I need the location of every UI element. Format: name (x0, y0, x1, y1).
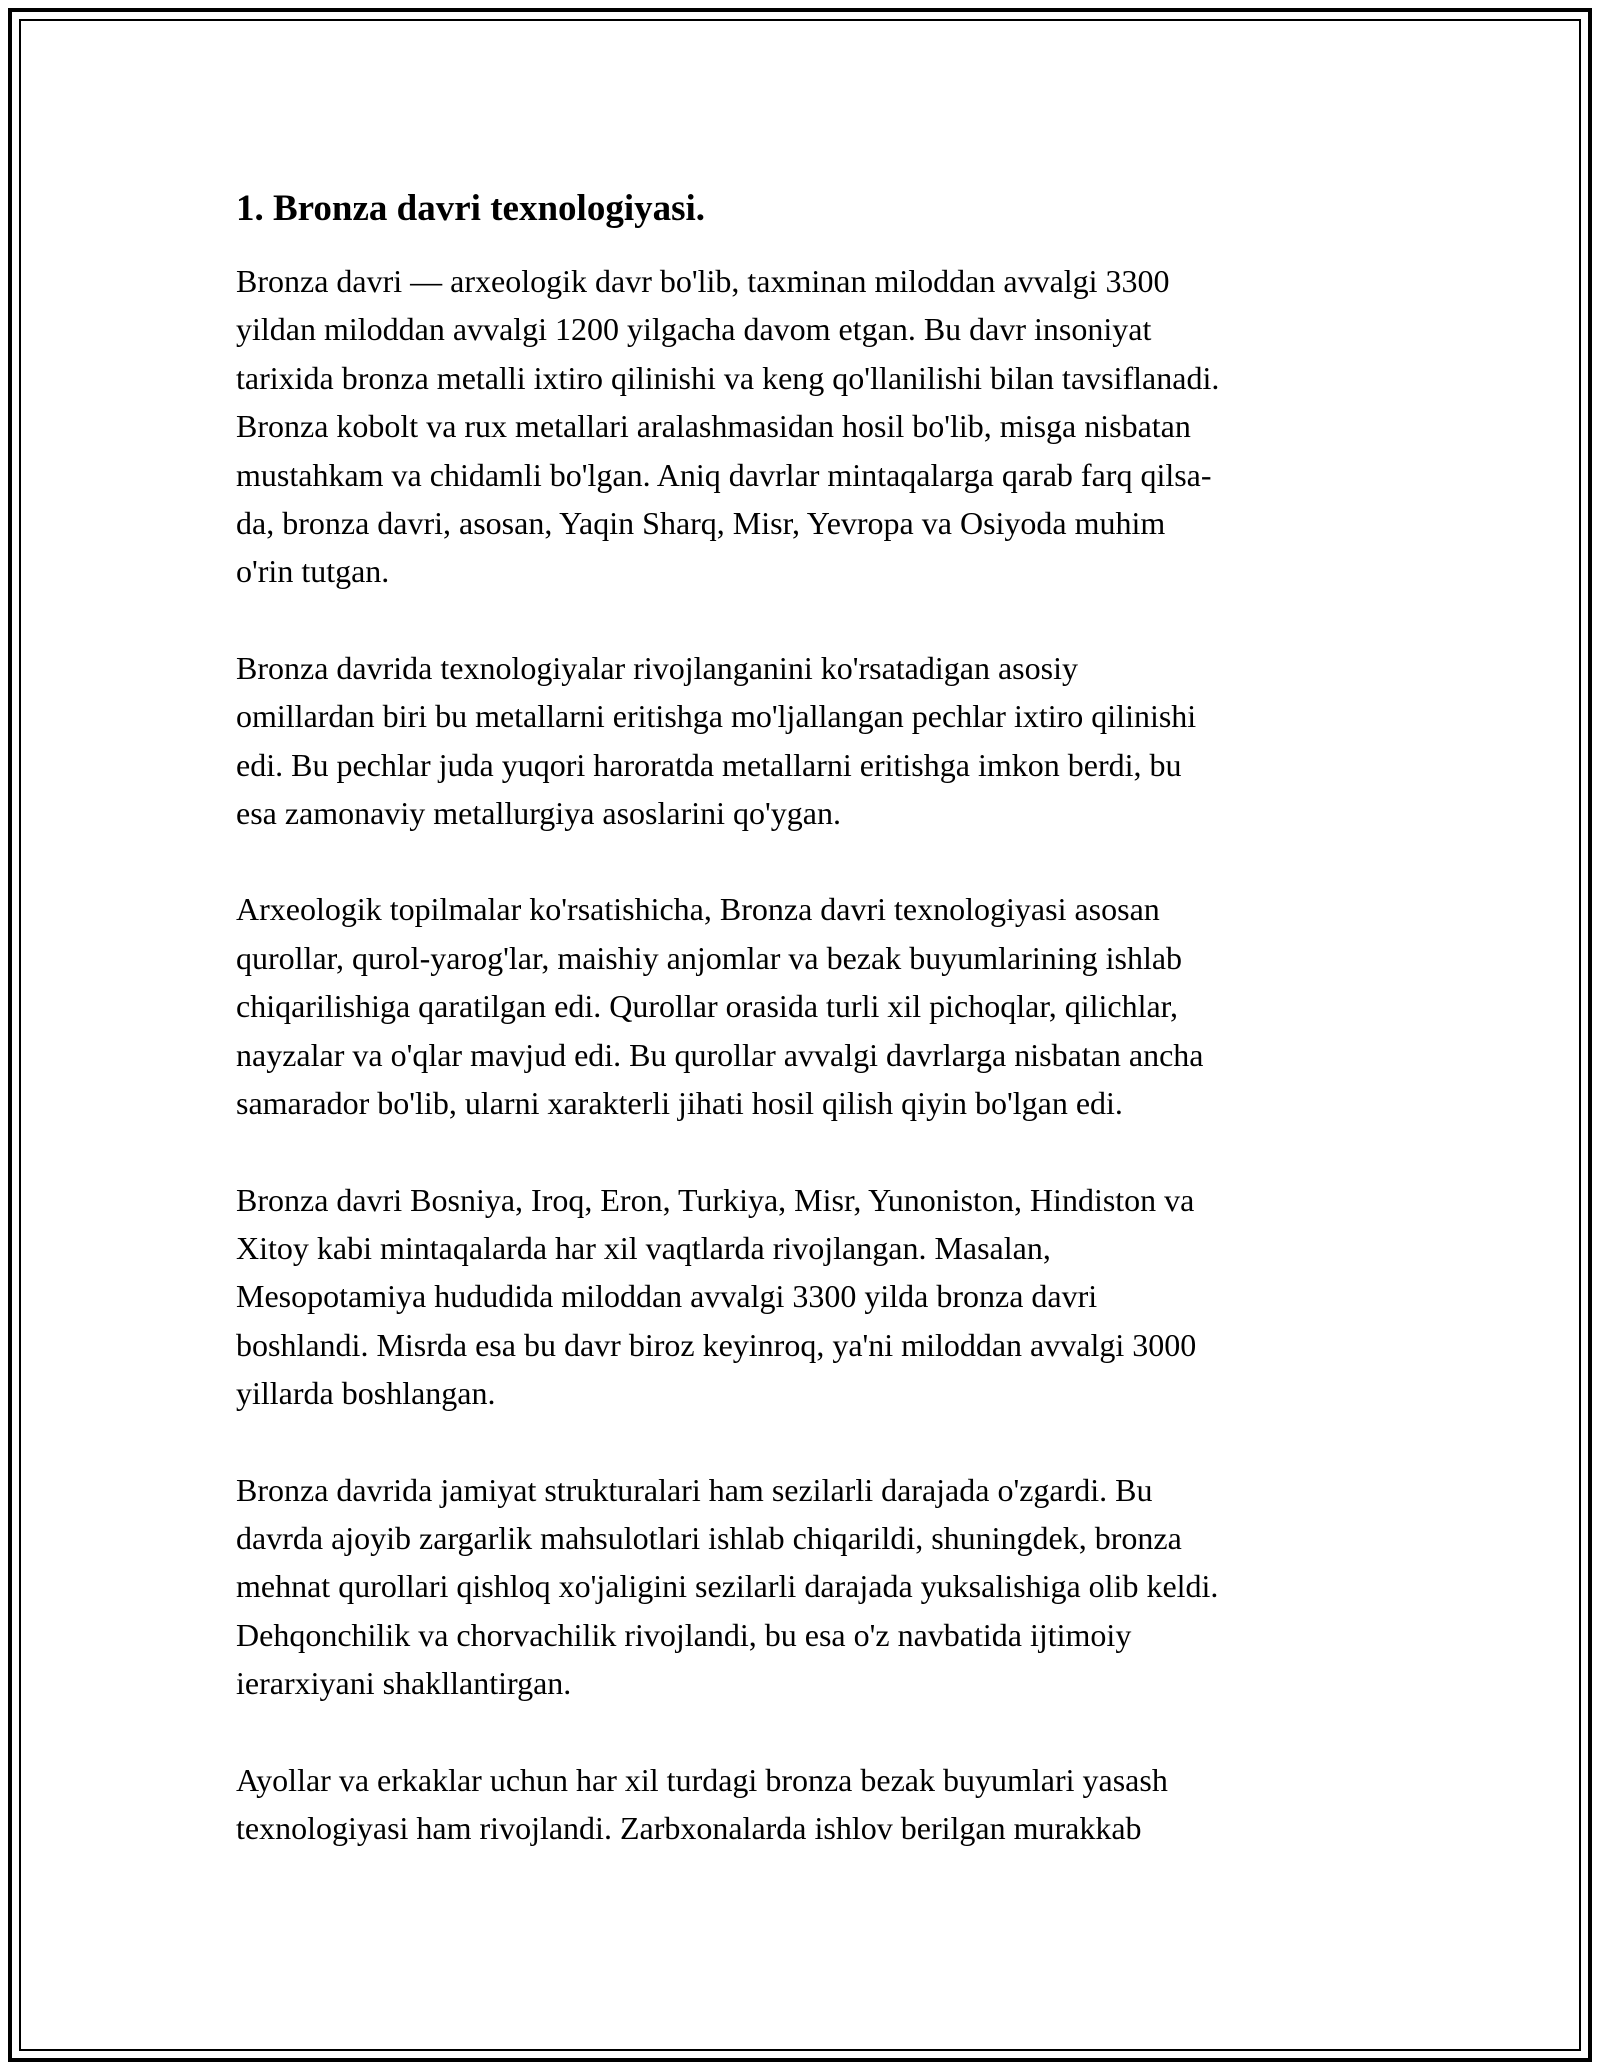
paragraph-line: ierarxiyani shakllantirgan. (236, 1665, 572, 1702)
paragraph-line: texnologiyasi ham rivojlandi. Zarbxonalarda ishlov berilgan murakkab (236, 1809, 1142, 1846)
paragraph-line: tarixida bronza metalli ixtiro qilinishi va keng qo'llanilishi bilan tavsiflanadi. (236, 359, 1220, 396)
paragraph-line: Bronza davri — arxeologik davr bo'lib, taxminan miloddan avvalgi 3300 (236, 263, 1170, 299)
paragraph-line: yillarda boshlangan. (236, 1375, 496, 1412)
paragraph (236, 1176, 1376, 1418)
paragraph-line: Bronza davrida jamiyat strukturalari ham sezilarli darajada o'zgardi. Bu (236, 1471, 1153, 1508)
paragraph-line: esa zamonaviy metallurgiya asoslarini qo'ygan. (236, 795, 841, 832)
paragraph-line: o'rin tutgan. (236, 553, 390, 590)
paragraph-line: Mesopotamiya hududida miloddan avvalgi 3300 yilda bronza davri (236, 1278, 1098, 1315)
document-body (236, 185, 1376, 1900)
paragraph-line: da, bronza davri, asosan, Yaqin Sharq, Misr, Yevropa va Osiyoda muhim (236, 505, 1166, 542)
paragraph (236, 257, 1376, 596)
paragraph-line: Bronza davri Bosniya, Iroq, Eron, Turkiya, Misr, Yunoniston, Hindiston va (236, 1181, 1195, 1218)
section-heading: 1. Bronza davri texnologiyasi. (236, 188, 706, 229)
paragraph (236, 885, 1376, 1127)
paragraphs-container (236, 257, 1376, 1852)
paragraph-line: qurollar, qurol-yarog'lar, maishiy anjomlar va bezak buyumlarining ishlab (236, 939, 1183, 976)
paragraph-line: edi. Bu pechlar juda yuqori haroratda metallarni eritishga imkon berdi, bu (236, 746, 1182, 783)
paragraph-line: mehnat qurollari qishloq xo'jaligini sezilarli darajada yuksalishiga olib keldi. (236, 1568, 1219, 1605)
paragraph-line: Bronza davrida texnologiyalar rivojlanganini ko'rsatadigan asosiy (236, 649, 1078, 686)
paragraph-line: samarador bo'lib, ularni xarakterli jihati hosil qilish qiyin bo'lgan edi. (236, 1085, 1123, 1122)
paragraph-line: Dehqonchilik va chorvachilik rivojlandi, bu esa o'z navbatida ijtimoiy (236, 1616, 1132, 1653)
paragraph-line: omillardan biri bu metallarni eritishga mo'ljallangan pechlar ixtiro qilinishi (236, 698, 1197, 735)
paragraph-line: Bronza kobolt va rux metallari aralashmasidan hosil bo'lib, misga nisbatan (236, 408, 1191, 445)
paragraph-line: Ayollar va erkaklar uchun har xil turdagi bronza bezak buyumlari yasash (236, 1761, 1168, 1798)
paragraph-line: Arxeologik topilmalar ko'rsatishicha, Bronza davri texnologiyasi asosan (236, 891, 1160, 928)
paragraph-line: yildan miloddan avvalgi 1200 yilgacha davom etgan. Bu davr insoniyat (236, 311, 1152, 348)
paragraph-line: chiqarilishiga qaratilgan edi. Qurollar orasida turli xil pichoqlar, qilichlar, (236, 988, 1179, 1025)
paragraph-line: nayzalar va o'qlar mavjud edi. Bu qurollar avvalgi davrlarga nisbatan ancha (236, 1036, 1204, 1073)
paragraph-line: davrda ajoyib zargarlik mahsulotlari ishlab chiqarildi, shuningdek, bronza (236, 1519, 1182, 1556)
paragraph-line: boshlandi. Misrda esa bu davr biroz keyinroq, ya'ni miloddan avvalgi 3000 (236, 1326, 1197, 1363)
paragraph-line: mustahkam va chidamli bo'lgan. Aniq davrlar mintaqalarga qarab farq qilsa- (236, 456, 1212, 493)
paragraph-line: Xitoy kabi mintaqalarda har xil vaqtlarda rivojlangan. Masalan, (236, 1229, 1051, 1266)
paragraph (236, 1756, 1376, 1853)
paragraph (236, 1466, 1376, 1708)
paragraph (236, 644, 1376, 838)
